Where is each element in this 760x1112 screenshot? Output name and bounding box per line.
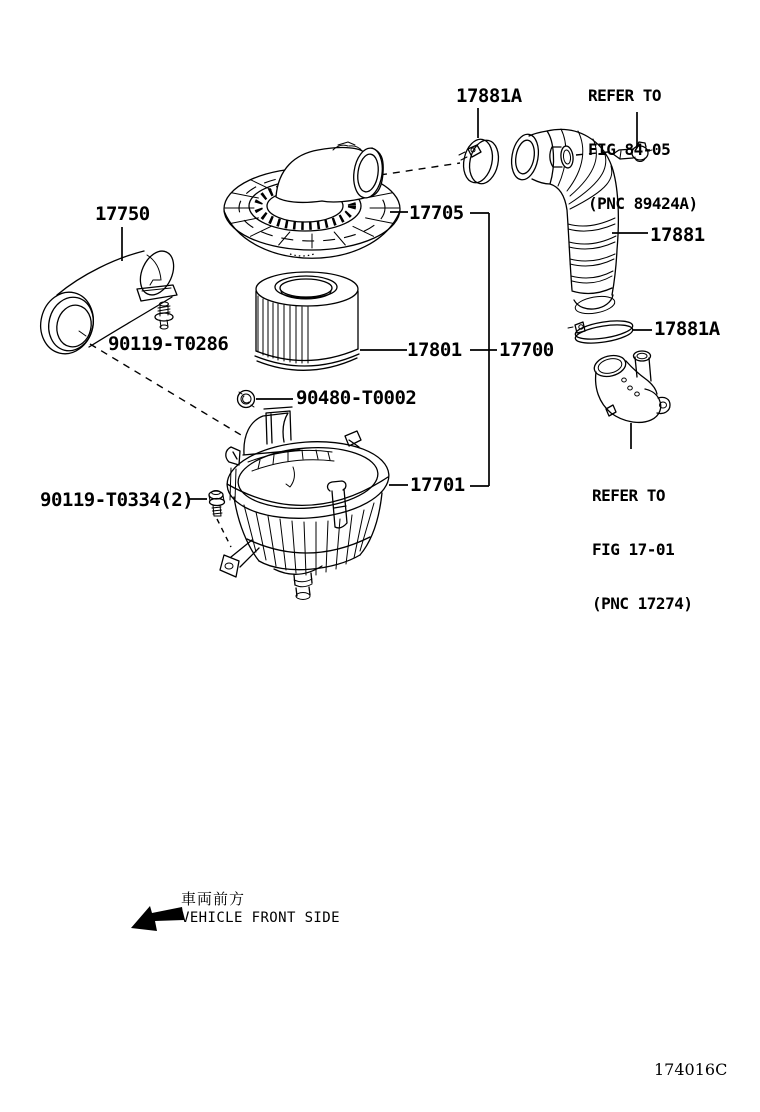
air-inlet-elbow-drawing bbox=[592, 351, 670, 422]
vehicle-front-label-jp: 車両前方 bbox=[181, 890, 246, 908]
reference-note-top-line2: FIG 84-05 bbox=[588, 140, 671, 159]
leader-lines bbox=[122, 108, 652, 499]
callout-element: 17801 bbox=[407, 339, 462, 361]
reference-note-top bbox=[588, 51, 698, 249]
callout-clamp-bottom: 17881A bbox=[654, 318, 720, 340]
callout-cap: 17705 bbox=[409, 202, 464, 224]
hose-clamp-top-drawing bbox=[459, 137, 502, 187]
filter-element-drawing bbox=[255, 272, 359, 370]
vehicle-front-arrow-icon bbox=[131, 906, 184, 931]
case-bolt-drawing bbox=[209, 491, 225, 517]
drawing-code: 174016C bbox=[654, 1060, 728, 1079]
callout-grommet: 90480-T0002 bbox=[296, 387, 417, 409]
grommet-drawing bbox=[238, 391, 255, 408]
callout-duct: 17750 bbox=[95, 203, 150, 225]
callout-bolt-duct: 90119-T0286 bbox=[108, 333, 229, 355]
callout-bolt-case: 90119-T0334(2) bbox=[40, 489, 194, 511]
callout-case: 17701 bbox=[410, 474, 465, 496]
reference-note-top-line1: REFER TO bbox=[588, 86, 662, 105]
reference-note-bottom-line2: FIG 17-01 bbox=[592, 540, 675, 559]
hose-clamp-bottom-drawing bbox=[568, 318, 634, 347]
air-cleaner-cap-drawing bbox=[224, 142, 400, 258]
reference-note-top-line3: (PNC 89424A) bbox=[588, 194, 698, 213]
reference-note-bottom bbox=[592, 451, 692, 649]
vehicle-front-label-en: VEHICLE FRONT SIDE bbox=[181, 910, 340, 926]
reference-note-bottom-line3: (PNC 17274) bbox=[592, 594, 693, 613]
callout-hose: 17881 bbox=[650, 224, 705, 246]
callout-clamp-top: 17881A bbox=[456, 85, 522, 107]
reference-note-bottom-line1: REFER TO bbox=[592, 486, 666, 505]
air-cleaner-case-drawing bbox=[220, 407, 391, 600]
callout-assembly: 17700 bbox=[499, 339, 554, 361]
